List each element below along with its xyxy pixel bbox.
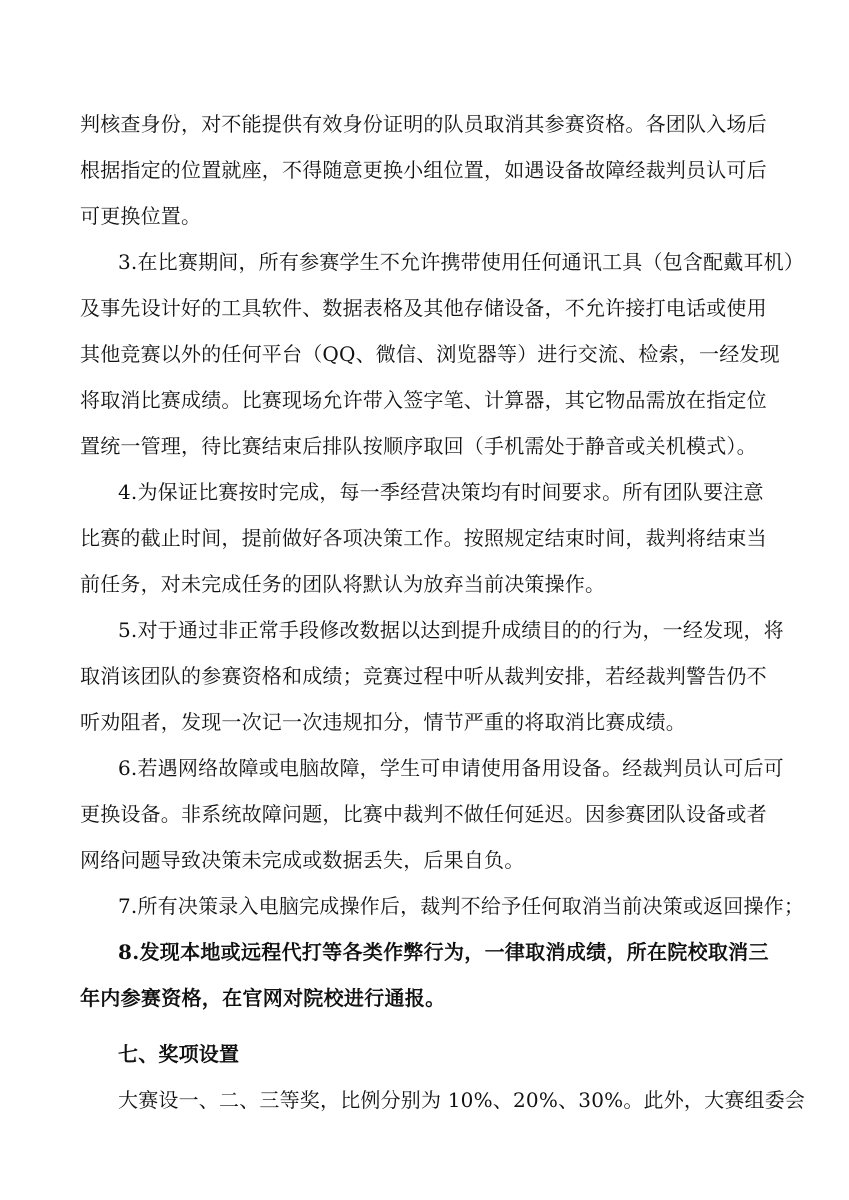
section-heading: 七、奖项设置	[118, 1042, 240, 1066]
paragraph-line: 判核查身份，对不能提供有效身份证明的队员取消其参赛资格。各团队入场后	[80, 112, 767, 136]
paragraph-line: 根据指定的位置就座，不得随意更换小组位置，如遇设备故障经裁判员认可后	[80, 158, 767, 182]
rule-3-line: 其他竞赛以外的任何平台（QQ、微信、浏览器等）进行交流、检索，一经发现	[80, 342, 780, 366]
rule-5-line: 听劝阻者，发现一次记一次违规扣分，情节严重的将取消比赛成绩。	[80, 710, 686, 734]
rule-8-line: 年内参赛资格，在官网对院校进行通报。	[80, 986, 446, 1010]
rule-3-line: 3.在比赛期间，所有参赛学生不允许携带使用任何通讯工具（包含配戴耳机）	[118, 250, 805, 274]
rule-6-line: 网络问题导致决策未完成或数据丢失，后果自负。	[80, 848, 525, 872]
rule-6-line: 更换设备。非系统故障问题，比赛中裁判不做任何延迟。因参赛团队设备或者	[80, 802, 767, 826]
rule-6-line: 6.若遇网络故障或电脑故障，学生可申请使用备用设备。经裁判员认可后可	[118, 756, 784, 780]
rule-7-line: 7.所有决策录入电脑完成操作后，裁判不给予任何取消当前决策或返回操作；	[118, 894, 805, 918]
rule-3-line: 将取消比赛成绩。比赛现场允许带入签字笔、计算器，其它物品需放在指定位	[80, 388, 767, 412]
rule-3-line: 及事先设计好的工具软件、数据表格及其他存储设备，不允许接打电话或使用	[80, 296, 767, 320]
rule-4-line: 前任务，对未完成任务的团队将默认为放弃当前决策操作。	[80, 572, 606, 596]
rule-4-line: 4.为保证比赛按时完成，每一季经营决策均有时间要求。所有团队要注意	[118, 480, 764, 504]
rule-4-line: 比赛的截止时间，提前做好各项决策工作。按照规定结束时间，裁判将结束当	[80, 526, 767, 550]
paragraph-line: 可更换位置。	[80, 204, 202, 228]
rule-5-line: 5.对于通过非正常手段修改数据以达到提升成绩目的的行为，一经发现，将	[118, 618, 784, 642]
section-7-line: 大赛设一、二、三等奖，比例分别为 10%、20%、30%。此外，大赛组委会	[118, 1088, 806, 1112]
rule-5-line: 取消该团队的参赛资格和成绩；竞赛过程中听从裁判安排，若经裁判警告仍不	[80, 664, 767, 688]
rule-3-line: 置统一管理，待比赛结束后排队按顺序取回（手机需处于静音或关机模式）。	[80, 434, 757, 458]
rule-8-line: 8.发现本地或远程代打等各类作弊行为，一律取消成绩，所在院校取消三	[118, 940, 769, 964]
